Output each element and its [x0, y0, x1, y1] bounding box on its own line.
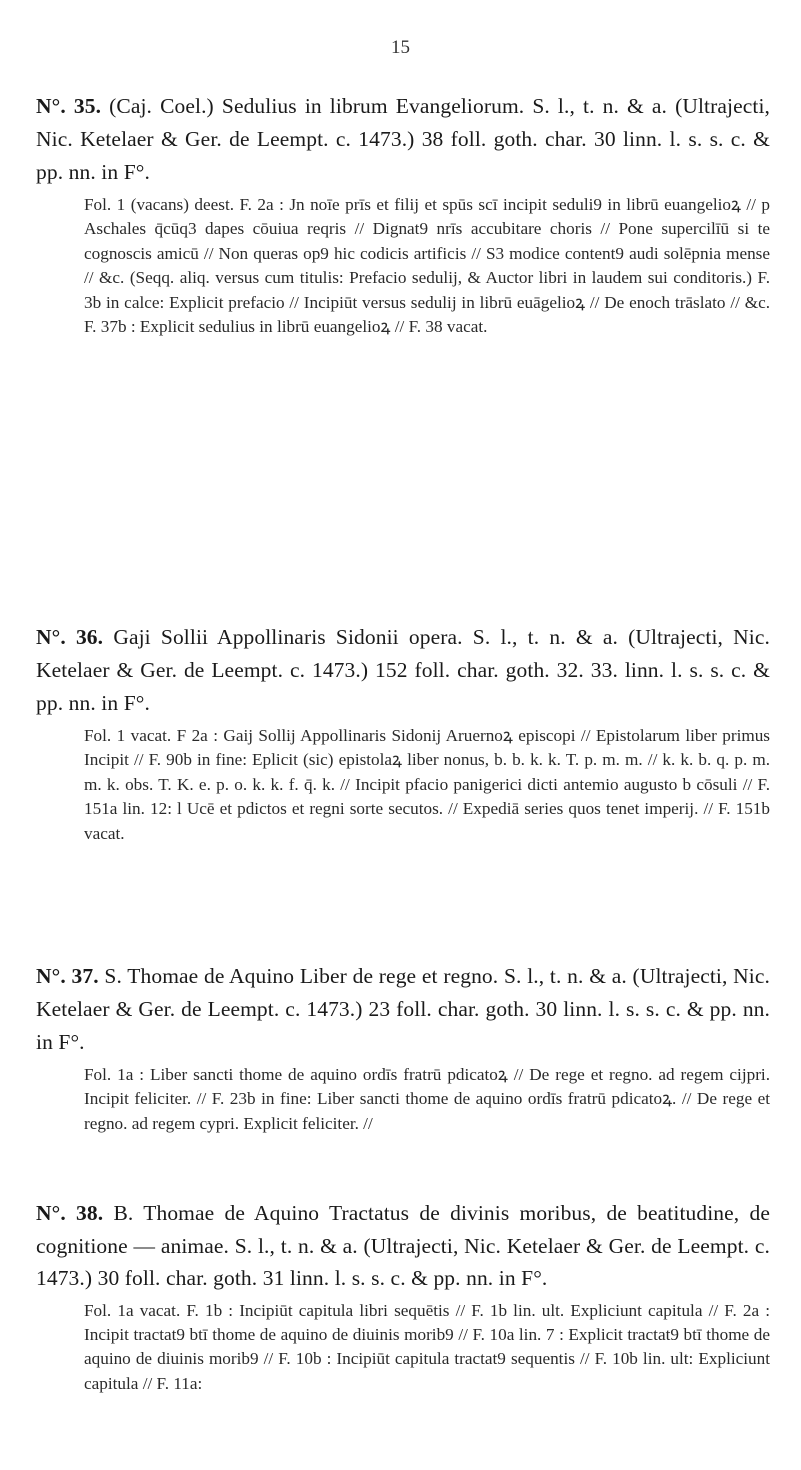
catalog-entry [36, 621, 770, 846]
entry-heading [36, 960, 770, 1059]
entry-heading [36, 1197, 770, 1295]
entry-description: Fol. 1 (vacans) deest. F. 2a : Jn noīe prīs et filij et spūs scī incipit seduli9 in librū euangelioꝝ // p Aschales q̄cūq3 dapes cōuiua reqris // Dignat9 nrīs accubitare choris // Pone supercilīū si te cognoscis amicū // Non queras op9 hic codicis artificis // S3 modice content9 audi solēpnia mense // &c. (Seqq. aliq. versus cum titulis: Prefacio sedulij, & Auctor libri in laudem sui conditoris.) F. 3b in calce: Explicit prefacio // Incipiūt versus sedulij in librū euāgelioꝝ // De enoch trāslato // &c. F. 37b : Explicit sedulius in librū euangelioꝝ // F. 38 vacat. [84, 195, 770, 337]
entry-title: (Caj. Coel.) Sedulius in librum Evangeliorum. S. l., t. n. & a. (Ultrajecti, Nic. Ketelaer & Ger. de Leempt. c. 1473.) 38 foll. goth. char. 30 linn. l. s. s. c. & pp. nn. in F°. [36, 94, 771, 184]
entry-number: N°. 37. [36, 964, 99, 988]
entry-description: Fol. 1 vacat. F 2a : Gaij Sollij Appollinaris Sidonij Aruernoꝝ episcopi // Epistolarum liber primus Incipit // F. 90b in fine: Eplicit (sic) epistolaꝝ liber nonus, b. b. k. k. T. p. m. m. // k. k. b. q. p. m. m. k. obs. T. K. e. p. o. k. k. f. q̄. k. // Incipit pfacio panigerici dicti antemio augusto b cōsuli // F. 151a lin. 12: l Ucē et pdictos et regni sorte secutos. // Expediā series quos tenet imperij. // F. 151b vacat. [84, 726, 770, 843]
entry-heading [36, 621, 770, 720]
catalog-entry [36, 1197, 770, 1396]
entry-title: S. Thomae de Aquino Liber de rege et regno. S. l., t. n. & a. (Ultrajecti, Nic. Ketelaer & Ger. de Leempt. c. 1473.) 23 foll. char. goth. 30 linn. l. s. s. c. & pp. nn. in F°. [36, 964, 771, 1054]
catalog-entry [36, 90, 770, 339]
catalog-entry [36, 960, 770, 1136]
entry-heading [36, 90, 770, 189]
entry-title: Gaji Sollii Appollinaris Sidonii opera. S. l., t. n. & a. (Ultrajecti, Nic. Ketelaer & Ger. de Leempt. c. 1473.) 152 foll. char. goth. 32. 33. linn. l. s. s. c. & pp. nn. in F°. [36, 625, 770, 715]
entry-description: Fol. 1a vacat. F. 1b : Incipiūt capitula libri sequētis // F. 1b lin. ult. Expliciunt capitula // F. 2a : Incipit tractat9 btī thome de aquino de diuinis morib9 // F. 10a lin. 7 : Explicit tractat9 btī thome de aquino de diuinis morib9 // F. 10b : Incipiūt capitula tractat9 sequentis // F. 10b lin. ult: Expliciunt capitula // F. 11a: [84, 1300, 770, 1393]
entry-number: N°. 35. [36, 94, 102, 118]
page-number: 15 [391, 37, 410, 58]
entry-number: N°. 36. [36, 625, 104, 649]
entry-description: Fol. 1a : Liber sancti thome de aquino ordīs fratrū pdicatoꝝ // De rege et regno. ad regem cijpri. Incipit feliciter. // F. 23b in fine: Liber sancti thome de aquino ordīs fratrū pdicatoꝝ. // De rege et regno. ad regem cypri. Explicit feliciter. // [84, 1065, 770, 1133]
entry-title: B. Thomae de Aquino Tractatus de divinis moribus, de beatitudine, de cognitione — animae. S. l., t. n. & a. (Ultrajecti, Nic. Ketelaer & Ger. de Leempt. c. 1473.) 30 foll. char. goth. 31 linn. l. s. s. c. & pp. nn. in F°. [36, 1201, 770, 1290]
entry-number: N°. 38. [36, 1201, 104, 1225]
